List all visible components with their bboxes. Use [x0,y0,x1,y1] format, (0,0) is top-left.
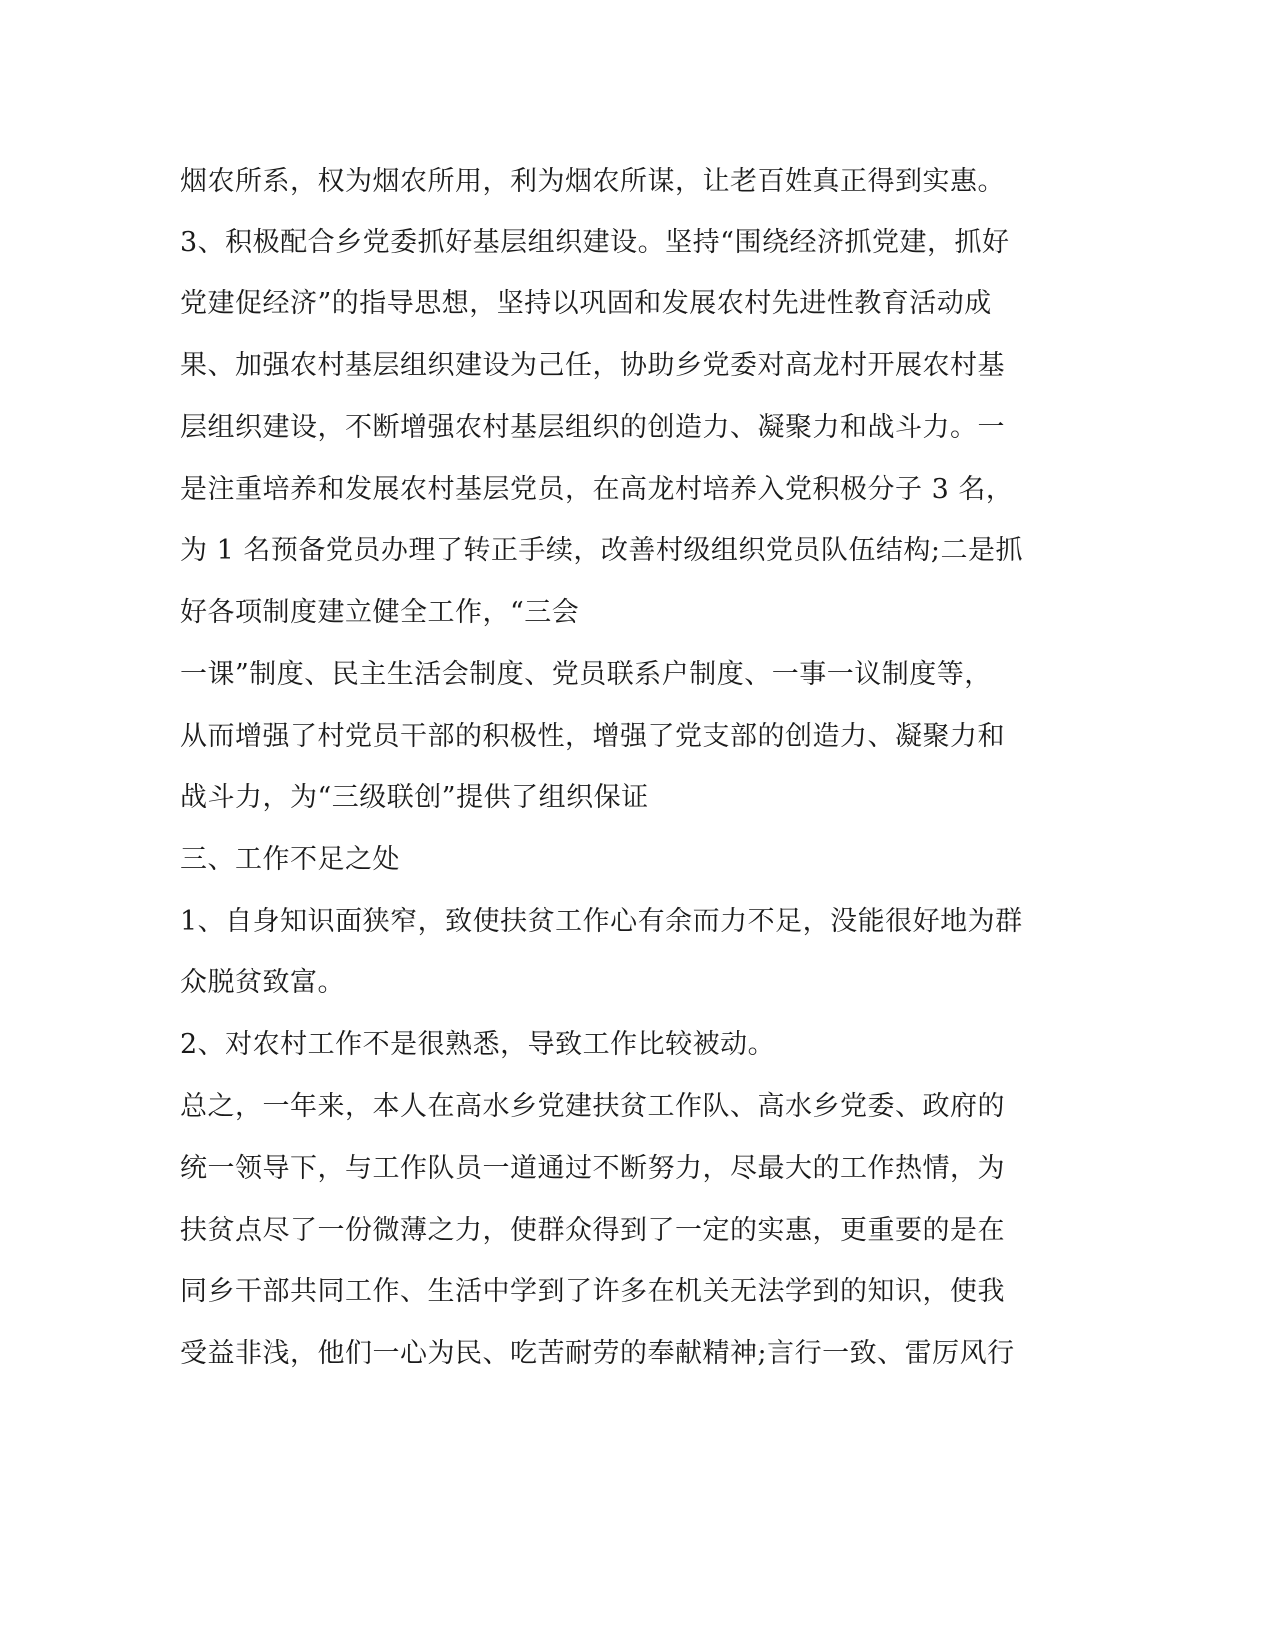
text-line: 从而增强了村党员干部的积极性，增强了党支部的创造力、凝聚力和 [180,721,1005,752]
text-line: 众脱贫致富。 [180,967,345,998]
section-heading: 三、工作不足之处 [180,844,400,875]
text-line: 为 1 名预备党员办理了转正手续，改善村级组织党员队伍结构;二是抓 [180,535,1023,566]
text-line: 党建促经济”的指导思想，坚持以巩固和发展农村先进性教育活动成 [180,288,992,319]
text-line: 一课”制度、民主生活会制度、党员联系户制度、一事一议制度等， [180,659,992,690]
text-line: 同乡干部共同工作、生活中学到了许多在机关无法学到的知识，使我 [180,1276,1005,1307]
text-line: 烟农所系，权为烟农所用，利为烟农所谋，让老百姓真正得到实惠。 [180,166,1005,197]
text-line: 3、积极配合乡党委抓好基层组织建设。坚持“围绕经济抓党建，抓好 [180,227,1010,258]
text-line: 受益非浅，他们一心为民、吃苦耐劳的奉献精神;言行一致、雷厉风行 [180,1338,1015,1369]
text-line: 好各项制度建立健全工作，“三会 [180,597,580,628]
text-line: 果、加强农村基层组织建设为己任，协助乡党委对高龙村开展农村基 [180,350,1005,381]
text-line: 总之，一年来，本人在高水乡党建扶贫工作队、高水乡党委、政府的 [180,1091,1005,1122]
text-line: 1、自身知识面狭窄，致使扶贫工作心有余而力不足，没能很好地为群 [180,906,1023,937]
text-line: 扶贫点尽了一份微薄之力，使群众得到了一定的实惠，更重要的是在 [180,1215,1005,1246]
text-line: 是注重培养和发展农村基层党员，在高龙村培养入党积极分子 3 名， [180,474,1014,505]
text-line: 战斗力，为“三级联创”提供了组织保证 [180,782,649,813]
text-line: 层组织建设，不断增强农村基层组织的创造力、凝聚力和战斗力。一 [180,412,1005,443]
text-line: 统一领导下，与工作队员一道通过不断努力，尽最大的工作热情，为 [180,1153,1005,1184]
text-line: 2、对农村工作不是很熟悉，导致工作比较被动。 [180,1029,776,1060]
